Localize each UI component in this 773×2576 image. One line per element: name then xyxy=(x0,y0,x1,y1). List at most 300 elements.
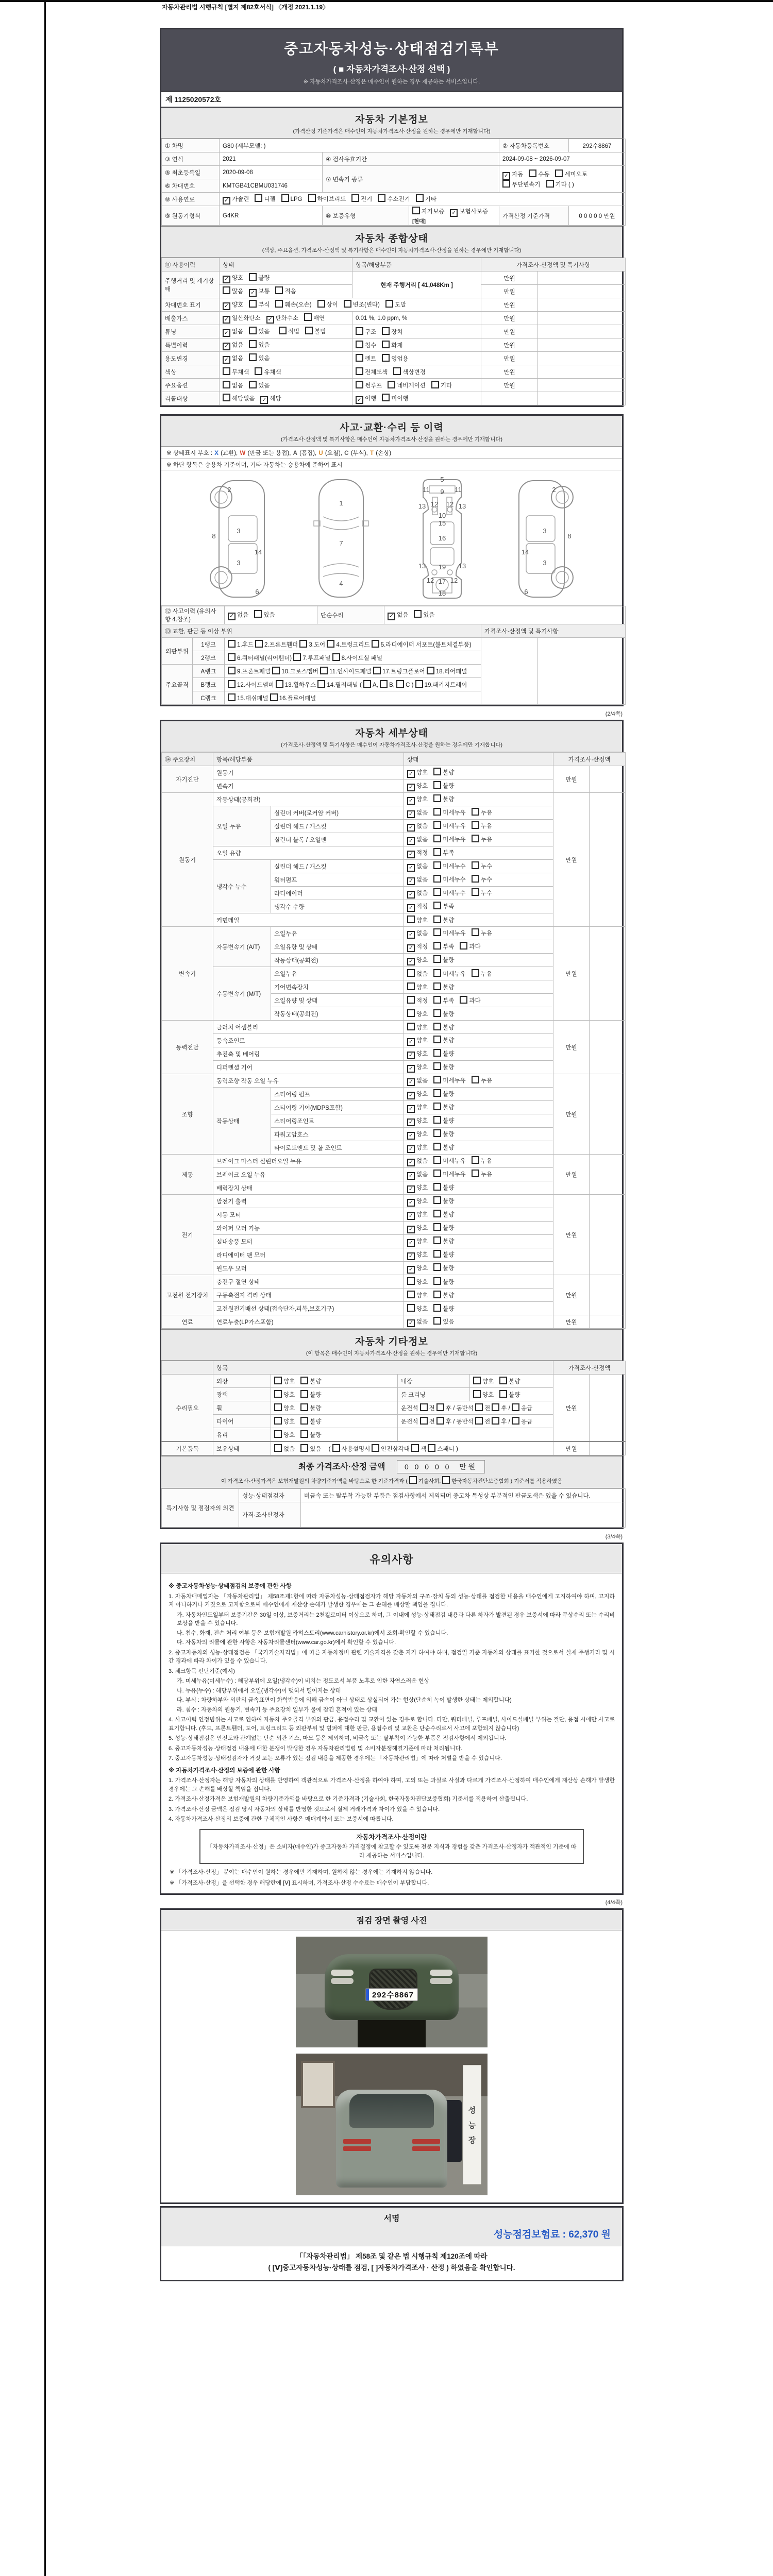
state-cell xyxy=(404,1195,553,1208)
cell xyxy=(398,1428,553,1442)
option: 색상변경 xyxy=(393,369,425,376)
cell: 0.01 %, 1.0 ppm, % xyxy=(352,312,481,325)
cell xyxy=(271,1428,398,1442)
notice-subitem: 가. 자동차인도일부터 보증기간은 30일 이상, 보증거리는 2천킬로미터 이상으로 하며, 그 이내에 성능·상태점검 내용과 다른 하자가 발견된 경우 보증서에 따라 무상수리 또는 수리비 보상을 받을 수 있습니다. xyxy=(177,1612,615,1626)
table-row xyxy=(162,166,626,179)
item-cell: 오일누유 xyxy=(271,967,404,980)
checkbox-unchecked-icon xyxy=(293,653,301,661)
option: 누수 xyxy=(472,863,492,870)
checkbox-unchecked-icon xyxy=(223,367,230,375)
cell xyxy=(538,325,626,338)
checkbox-unchecked-icon xyxy=(433,848,441,856)
document-number: 제 1125020572호 xyxy=(161,92,622,108)
option: ✓ 양호 xyxy=(407,796,428,803)
sub-group: 작동상태 xyxy=(213,1088,271,1155)
option: 과다 xyxy=(460,944,480,950)
state-cell xyxy=(404,1302,553,1315)
panel-number: 13 xyxy=(458,562,466,570)
notice-subitem: 나. 누유(누수) : 해당부위에서 오일(냉각수)이 맺혀서 떨어지는 상태 xyxy=(177,1687,341,1694)
cell: 1랭크 xyxy=(193,638,225,651)
option: 미세누유 xyxy=(433,1172,465,1178)
checkbox-unchecked-icon xyxy=(433,835,441,842)
checkbox-unchecked-icon xyxy=(382,354,390,362)
panel-number: 3 xyxy=(543,527,547,535)
checkbox-unchecked-icon xyxy=(415,680,423,688)
license-plate: 292수8867 xyxy=(365,1988,418,2001)
note-cell xyxy=(590,1021,626,1074)
appraiser-label: 가격·조사산정자 xyxy=(239,1502,301,1528)
cell: ⑪ 사용이력 xyxy=(162,258,220,272)
checkbox-unchecked-icon xyxy=(270,693,278,701)
rear-window xyxy=(349,2094,434,2128)
option: 도말 xyxy=(385,302,406,308)
checkbox-unchecked-icon xyxy=(409,1476,417,1484)
option: 훼손(오손) xyxy=(275,302,311,308)
option: 무채색 xyxy=(223,369,249,376)
cell xyxy=(481,638,538,705)
table-row xyxy=(162,1021,626,1034)
cell: 2020-09-08 xyxy=(220,166,323,179)
checkbox-unchecked-icon xyxy=(388,381,395,388)
option: ✓ 보통 xyxy=(249,289,270,295)
checkbox-checked-icon: ✓ xyxy=(223,197,230,205)
option: 불법 xyxy=(305,329,326,335)
overall-condition-table xyxy=(161,258,626,405)
cell: 자가보증 ✓ 보험사보증 [현대] xyxy=(409,206,499,226)
cell: 튜닝 xyxy=(162,325,220,338)
table-row xyxy=(162,379,626,392)
cell: 9.프론트패널 10.크로스멤버 11.인사이드패널 17.트렁크플로어 18.리어패널 xyxy=(225,665,481,678)
option: 양호 xyxy=(407,918,428,924)
checkbox-unchecked-icon xyxy=(433,928,441,936)
checkbox-unchecked-icon xyxy=(433,1250,441,1258)
option: ✓ 없음 xyxy=(223,342,243,348)
opinion-label: 특기사항 및 점검자의 의견 xyxy=(162,1489,239,1528)
panel-number: 4 xyxy=(339,580,343,587)
state-cell xyxy=(404,873,553,887)
checkbox-unchecked-icon xyxy=(433,902,441,909)
checkbox-unchecked-icon xyxy=(433,1049,441,1057)
cell xyxy=(162,1361,213,1375)
option: 있음 xyxy=(249,355,270,362)
checkbox-unchecked-icon xyxy=(433,1183,441,1191)
cell: 차대번호 표기 xyxy=(162,298,220,312)
option: 썬루프 xyxy=(356,383,382,389)
option: 불량 xyxy=(433,957,454,963)
checkbox-unchecked-icon xyxy=(228,667,236,674)
option: 누유 xyxy=(472,837,492,843)
state-cell xyxy=(404,1074,553,1088)
option: 적법 xyxy=(279,329,299,335)
state-cell xyxy=(404,994,553,1007)
checkbox-unchecked-icon xyxy=(363,680,371,688)
option: 불량 xyxy=(433,1212,454,1218)
checkbox-unchecked-icon xyxy=(249,340,257,348)
taillight-right xyxy=(412,2139,440,2144)
checkbox-checked-icon: ✓ xyxy=(407,1266,415,1274)
cell: 가격산정 기준가격 xyxy=(499,206,569,226)
cell: ④ 검사유효기간 xyxy=(323,152,499,166)
option: 불량 xyxy=(499,1392,520,1398)
checkbox-checked-icon: ✓ xyxy=(407,1038,415,1046)
device-group: 조향 xyxy=(162,1074,213,1155)
state-cell xyxy=(404,1262,553,1275)
checkbox-unchecked-icon xyxy=(512,1417,519,1425)
photo-rear-view xyxy=(296,2054,488,2195)
item-cell: 시동 모터 xyxy=(213,1208,404,1222)
state-cell xyxy=(404,927,553,940)
option: ✓ 없음 xyxy=(407,930,428,937)
cell xyxy=(352,338,481,352)
checkbox-unchecked-icon xyxy=(356,381,363,388)
checkbox-unchecked-icon xyxy=(472,1076,479,1083)
section-etc-title: 자동차 기타정보 (이 항목은 매수인이 자동차가격조사·산정을 원하는 경우에만 기재합니다) xyxy=(161,1329,622,1361)
state-cell xyxy=(404,1021,553,1034)
option: ✓ 양호 xyxy=(407,1118,428,1124)
table-row xyxy=(162,1375,626,1388)
device-group: 전기 xyxy=(162,1195,213,1275)
panel-number: 10 xyxy=(438,512,446,519)
checkbox-unchecked-icon xyxy=(255,640,263,648)
section-basic-title: 자동차 기본정보 (가격산정 기준가격은 매수인이 자동차가격조사·산정을 원하는 경우에만 기재합니다) xyxy=(161,108,622,139)
option: 무단변속기 xyxy=(502,182,541,188)
cell xyxy=(352,392,481,405)
table-row xyxy=(162,392,626,405)
checkbox-checked-icon: ✓ xyxy=(407,1159,415,1166)
panel-number: 11 xyxy=(455,486,462,494)
option: 양호 xyxy=(407,1279,428,1285)
option: 전체도색 xyxy=(356,369,388,376)
checkbox-checked-icon: ✓ xyxy=(407,824,415,832)
cell: 만원 xyxy=(481,285,538,298)
document-subtitle: ( ■ 자동차가격조사·산정 선택 ) xyxy=(333,64,450,74)
card-accident-history xyxy=(160,414,624,706)
item-cell: 오일유량 및 상태 xyxy=(271,994,404,1007)
table-row xyxy=(162,927,626,940)
checkbox-unchecked-icon xyxy=(472,835,479,842)
checkbox-unchecked-icon xyxy=(223,286,230,294)
option: 변조(변타) xyxy=(344,302,380,308)
checkbox-unchecked-icon xyxy=(300,1444,308,1452)
price-cell: 만원 xyxy=(553,1021,590,1074)
notice-item: 1. 가격조사·산정자는 해당 자동차의 상태를 반영하여 객관적으로 가격조사·산정을 하여야 하며, 고의 또는 과실로 사실과 다르게 가격조사·산정하여 매수인에게 재산상 손해가 발생한 경우에는 그 손해를 배상할 책임을 집니다. xyxy=(169,1777,615,1792)
option: 없음 xyxy=(407,971,428,977)
table-row xyxy=(162,766,626,779)
checkbox-checked-icon: ✓ xyxy=(356,396,363,404)
option: 불량 xyxy=(433,1198,454,1205)
cell: 가격조사·산정액 xyxy=(553,753,626,766)
state-cell xyxy=(404,1235,553,1248)
checkbox-unchecked-icon xyxy=(344,300,351,308)
page-marker-2: (2/4쪽) xyxy=(605,711,623,717)
option: 불량 xyxy=(433,783,454,789)
cell: 만원 xyxy=(481,272,538,285)
table-header-row xyxy=(162,753,626,766)
option: 수소전기 xyxy=(378,196,410,202)
option: 불량 xyxy=(433,796,454,803)
checkbox-unchecked-icon xyxy=(420,1403,428,1411)
price-cell: 만원 xyxy=(553,1195,590,1275)
price-appraisal-definition-box: 자동차가격조사·산정이란 「자동차가격조사·산정」은 소비자(매수인)가 중고자동차 가격결정에 참고할 수 있도록 전문 지식과 경험을 갖춘 가격조사·산정자가 객관적인 기준에 따라 제공하는 서비스입니다. xyxy=(199,1829,584,1865)
price-cell: 만원 xyxy=(553,793,590,927)
state-cell xyxy=(404,954,553,967)
checkbox-checked-icon: ✓ xyxy=(407,1252,415,1260)
section-detail-title: 자동차 세부상태 (가격조사·산정액 및 특기사항은 매수인이 자동차가격조사·산정을 원하는 경우에만 기재합니다) xyxy=(161,721,622,752)
option: ✓ 없음 xyxy=(388,612,408,618)
item-cell: 고전원전기배선 상태(접속단자,피복,보호기구) xyxy=(213,1302,404,1315)
item-cell: 냉각수 수량 xyxy=(271,900,404,913)
table-row xyxy=(162,1155,626,1168)
option: 미세누유 xyxy=(433,1158,465,1164)
price-cell: 만원 xyxy=(553,1315,590,1329)
cell: 타이어 xyxy=(213,1415,271,1428)
option: 누유 xyxy=(472,810,492,816)
option: 미세누수 xyxy=(433,863,465,870)
panel-number: 13 xyxy=(418,502,426,510)
checkbox-unchecked-icon xyxy=(433,1116,441,1124)
checkbox-unchecked-icon xyxy=(412,207,420,214)
option: 미세누유 xyxy=(433,971,465,977)
checkbox-unchecked-icon xyxy=(512,1403,519,1411)
checkbox-checked-icon: ✓ xyxy=(223,343,230,350)
checkbox-checked-icon: ✓ xyxy=(249,289,257,297)
item-cell: 작동상태(공회전) xyxy=(271,954,404,967)
notice-item: 4. 자동차가격조사·산정의 보증에 관한 구체적인 사항은 매매계약서 또는 보증서에 따릅니다. xyxy=(169,1816,394,1822)
checkbox-unchecked-icon xyxy=(492,1403,499,1411)
car-diagram-underbody xyxy=(404,477,481,600)
checkbox-unchecked-icon xyxy=(382,327,390,335)
checkbox-unchecked-icon xyxy=(442,1476,450,1484)
cell: 만원 xyxy=(553,1442,590,1455)
checkbox-unchecked-icon xyxy=(433,969,441,977)
item-cell: 작동상태(공회전) xyxy=(213,793,404,806)
cell: ⑭ 주요장치 xyxy=(162,753,213,766)
checkbox-unchecked-icon xyxy=(436,1403,444,1411)
option: 영업용 xyxy=(382,356,408,362)
checkbox-unchecked-icon xyxy=(546,180,554,188)
checkbox-unchecked-icon xyxy=(433,942,441,950)
document-content xyxy=(160,28,624,2283)
cell xyxy=(220,338,352,352)
table-row xyxy=(162,793,626,806)
panel-number: 3 xyxy=(543,559,547,567)
cell: 0 0 0 0 0 만원 xyxy=(569,206,626,226)
checkbox-unchecked-icon xyxy=(433,794,441,802)
option: 하이브리드 xyxy=(308,196,346,202)
checkbox-checked-icon: ✓ xyxy=(223,329,230,337)
item-cell: 클러치 어셈블리 xyxy=(213,1021,404,1034)
cell: ⑫ 사고이력 (유의사항 4.참조) xyxy=(162,606,225,624)
option: ✓ 없음 xyxy=(407,810,428,816)
checkbox-unchecked-icon xyxy=(305,327,313,334)
checkbox-unchecked-icon xyxy=(472,1156,479,1164)
garage-window xyxy=(301,2061,335,2108)
garage-pillar-sign xyxy=(463,2065,481,2184)
item-cell: 발전기 출력 xyxy=(213,1195,404,1208)
checkbox-unchecked-icon xyxy=(502,180,510,188)
option: 불량 xyxy=(433,1225,454,1231)
option: ✓ 양호 xyxy=(407,783,428,789)
checkbox-unchecked-icon xyxy=(274,1390,282,1398)
form-rule-reference: 자동차관리법 시행규칙 [별지 제82호서식] 〈개정 2021.1.19〉 xyxy=(162,4,329,11)
option: 해당없음 xyxy=(223,396,255,402)
table-row xyxy=(162,638,626,651)
checkbox-unchecked-icon xyxy=(433,1304,441,1312)
item-cell: 라디에이터 팬 모터 xyxy=(213,1248,404,1262)
state-cell xyxy=(404,1155,553,1168)
checkbox-unchecked-icon xyxy=(275,300,283,308)
checkbox-unchecked-icon xyxy=(433,768,441,775)
panel-number: 13 xyxy=(458,502,466,510)
checkbox-unchecked-icon xyxy=(475,1417,483,1425)
checkbox-unchecked-icon xyxy=(382,394,390,401)
option: 불량 xyxy=(433,1011,454,1018)
checkbox-unchecked-icon xyxy=(254,610,262,618)
panel-number: 16 xyxy=(438,534,446,542)
cell xyxy=(538,312,626,325)
checkbox-unchecked-icon xyxy=(433,821,441,829)
notice-item: 2. 가격조사·산정가격은 보험개발원의 차량기준가액을 바탕으로 한 기준가격과 (기술사회, 한국자동차진단보증협회) 기준서를 적용하여 산출됩니다. xyxy=(169,1796,528,1802)
state-cell xyxy=(404,1275,553,1289)
final-price-label: 최종 가격조사·산정 금액 xyxy=(298,1463,385,1471)
option: 있음 xyxy=(300,1446,321,1452)
device-group: 변속기 xyxy=(162,927,213,1021)
cell: 항목/해당부품 xyxy=(352,258,481,272)
checkbox-checked-icon: ✓ xyxy=(407,944,415,952)
option: ✓ 보험사보증 xyxy=(450,209,488,215)
option: ✓ 양호 xyxy=(407,1212,428,1218)
note-cell xyxy=(590,766,626,793)
option: 양호 xyxy=(274,1419,295,1425)
document-note: ※ 자동차가격조사·산정은 매수인이 원하는 경우 제공하는 서비스입니다. xyxy=(303,79,480,85)
notice-subitem: 다. 부식 : 차량하부와 외판의 금속표면이 화학반응에 의해 금속이 아닌 상태로 상실되어 가는 현상(단순히 녹이 발생한 상태는 제외합니다) xyxy=(177,1697,512,1703)
checkbox-unchecked-icon xyxy=(373,667,381,674)
checkbox-unchecked-icon xyxy=(300,1390,308,1398)
option: 부족 xyxy=(433,944,454,950)
cell: ⑦ 변속기 종류 xyxy=(323,166,499,193)
card-basic-info xyxy=(160,28,624,407)
item-cell: 배력장치 상태 xyxy=(213,1181,404,1195)
option: 양호 xyxy=(274,1379,295,1385)
checkbox-unchecked-icon xyxy=(228,640,236,648)
option: 양호 xyxy=(274,1392,295,1398)
cell xyxy=(538,352,626,365)
checkbox-checked-icon: ✓ xyxy=(407,1319,415,1327)
table-row xyxy=(162,272,626,285)
cell: 특별이력 xyxy=(162,338,220,352)
option: 누유 xyxy=(472,1172,492,1178)
state-cell xyxy=(404,1315,553,1329)
table-row xyxy=(162,206,626,226)
option: ✓ 양호 xyxy=(407,1091,428,1097)
document-title: 중고자동차성능·상태점검기록부 xyxy=(284,41,499,57)
option: 유채색 xyxy=(255,369,281,376)
cell xyxy=(470,1388,553,1401)
checkbox-unchecked-icon xyxy=(433,1076,441,1083)
option: ✓ 없음 xyxy=(223,355,243,362)
cell: 외판부위 xyxy=(162,638,193,665)
checkbox-unchecked-icon xyxy=(332,653,340,661)
option: 불량 xyxy=(433,918,454,924)
option: 미세누유 xyxy=(433,810,465,816)
panel-number: 12 xyxy=(426,577,434,584)
checkbox-unchecked-icon xyxy=(433,1143,441,1150)
note-cell xyxy=(590,1315,626,1329)
panel-number: 1 xyxy=(339,499,343,507)
checkbox-unchecked-icon xyxy=(407,982,415,990)
signature-band xyxy=(161,2208,622,2246)
cell: ③ 연식 xyxy=(162,152,220,166)
accident-history-table xyxy=(161,606,626,705)
option: ✓ 없음 xyxy=(407,1078,428,1084)
item-cell: 오일누유 xyxy=(271,927,404,940)
cell: 15.대쉬패널 16.플로어패널 xyxy=(225,691,481,705)
checkbox-unchecked-icon xyxy=(472,821,479,829)
checkbox-checked-icon: ✓ xyxy=(388,613,395,620)
notice-subitem: 라. 침수 : 자동차의 원동기, 변속기 등 주요장치 일부가 물에 잠긴 흔적이 있는 상태 xyxy=(177,1706,377,1713)
option: LPG xyxy=(281,196,303,202)
option: 기타 ( ) xyxy=(546,182,574,188)
checkbox-unchecked-icon xyxy=(393,367,401,375)
checkbox-unchecked-icon xyxy=(460,996,467,1004)
checkbox-unchecked-icon xyxy=(436,1417,444,1425)
device-group: 자기진단 xyxy=(162,766,213,793)
item-cell: 커먼레일 xyxy=(213,913,404,927)
cell: ⑬ 교환, 판금 등 이상 부위 xyxy=(162,624,481,638)
panel-number: 18 xyxy=(438,589,446,597)
cell: 주요골격 xyxy=(162,665,193,705)
checkbox-checked-icon: ✓ xyxy=(407,1226,415,1233)
item-cell: 워터펌프 xyxy=(271,873,404,887)
option: ✓ 양호 xyxy=(407,1038,428,1044)
option: 미세누유 xyxy=(433,930,465,937)
checkbox-unchecked-icon xyxy=(300,1417,308,1425)
checkbox-checked-icon: ✓ xyxy=(223,356,230,364)
checkbox-unchecked-icon xyxy=(255,367,262,375)
checkbox-unchecked-icon xyxy=(272,667,280,674)
checkbox-unchecked-icon xyxy=(317,300,325,308)
table-row xyxy=(162,325,626,338)
panel-number: 6 xyxy=(524,588,528,596)
notice-item: 2. 중고자동차의 성능·상태점검은 「국가기술자격법」에 따른 자동차정비 관련 기술자격을 갖춘 자가 하여야 하며, 점검일 기준 자동차의 상태를 표기한 것으로서 실제 주행거리 및 시간 경과에 따라 차이가 있을 수 있습니다. xyxy=(169,1649,615,1664)
option: 있음 xyxy=(433,1319,454,1325)
item-cell: 스티어링조인트 xyxy=(271,1114,404,1128)
cell: 만원 xyxy=(481,312,538,325)
checkbox-unchecked-icon xyxy=(249,327,257,334)
option: 불량 xyxy=(499,1379,520,1385)
option: 적정 xyxy=(407,998,428,1004)
option: 누유 xyxy=(472,823,492,829)
checkbox-unchecked-icon xyxy=(492,1417,499,1425)
cell: 만원 xyxy=(481,325,538,338)
price-cell: 만원 xyxy=(553,1155,590,1195)
notice-item: 1. 자동차매매업자는 「자동차관리법」 제58조제1항에 따라 자동차성능·상태점검자가 해당 자동차의 구조·장치 등의 성능·상태를 점검한 내용을 매수인에게 고지하여야 하며, 고지하지 아니하거나 거짓으로 고지함으로써 매수인에게 재산상 손해가 발생한 경우에는 그 손해를 배상할 책임을 집니다. xyxy=(169,1593,615,1608)
option: 양호 xyxy=(473,1379,494,1385)
document-header xyxy=(161,29,622,92)
cell: 6.쿼터패널(리어휀더) 7.루프패널 8.사이드실 패널 xyxy=(225,651,481,665)
cell: 색상 xyxy=(162,365,220,379)
checkbox-unchecked-icon xyxy=(396,680,404,688)
cell xyxy=(538,379,626,392)
panel-number: 12 xyxy=(450,577,458,584)
note-cell xyxy=(590,1375,626,1442)
final-price-amount: 0 0 0 0 0 만원 xyxy=(397,1460,485,1473)
panel-number: 8 xyxy=(212,532,216,540)
checkbox-checked-icon: ✓ xyxy=(407,770,415,778)
notice-item: 3. 체크항목 판단기준(예시) xyxy=(169,1668,235,1674)
cell: 항목/해당부품 xyxy=(213,753,404,766)
checkbox-unchecked-icon xyxy=(274,1444,282,1452)
